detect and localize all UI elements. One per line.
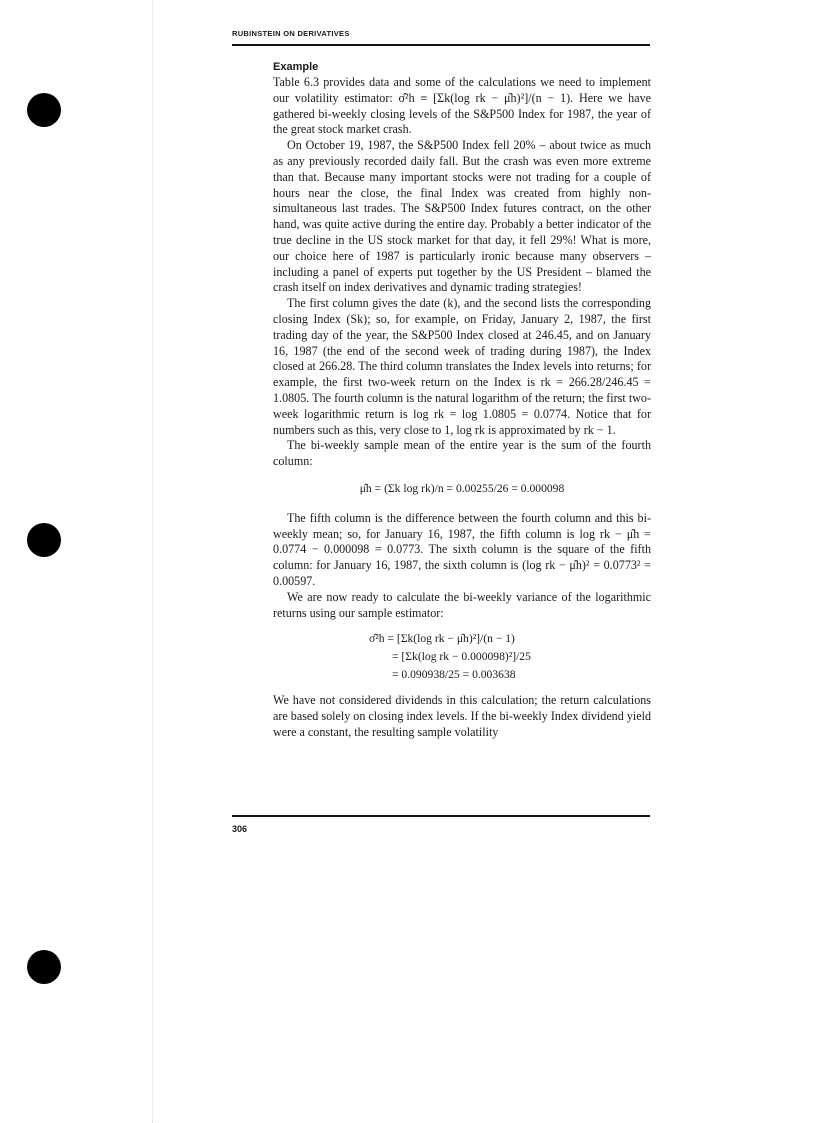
footer-rule — [232, 815, 650, 817]
page-body — [273, 60, 651, 741]
punch-hole — [27, 93, 61, 127]
page-number: 306 — [232, 824, 248, 834]
scan-fold-line — [152, 0, 153, 1123]
equation-line: σ̂²h = [Σk(log rk − μ̂h)²]/(n − 1) — [369, 632, 515, 646]
variance-equation — [369, 630, 651, 684]
mean-equation: μ̂h = (Σk log rk)/n = 0.00255/26 = 0.000098 — [359, 481, 565, 495]
punch-hole — [27, 523, 61, 557]
paragraph: The bi-weekly sample mean of the entire year is the sum of the fourth column: — [273, 438, 651, 469]
paragraph: We have not considered dividends in this calculation; the return calculations are based solely on closing index levels. If the bi-weekly Index dividend yield were a constant, the resulting sample volatility — [273, 693, 651, 739]
header-rule — [232, 44, 650, 46]
paragraph: On October 19, 1987, the S&P500 Index fell 20% – about twice as much as any previously recorded daily fall. But the crash was even more extreme than that. Because many important stocks were not trading for a couple of hours near the close, the final Index was created from highly non-simultaneous last trades. The S&P500 Index futures contract, on the other hand, was quite active during the entire day. Probably a better indicator of the true decline in the US stock market for that day, it fell 29%! What is more, our choice here of 1987 is particularly ironic because many observers – including a panel of experts put together by the US President – blamed the crash itself on index derivatives and dynamic trading strategies! — [273, 138, 651, 295]
paragraph: The first column gives the date (k), and the second lists the corresponding closing Index (Sk); so, for example, on Friday, January 2, 1987, the first trading day of the year, the S&P500 Index closed at 246.45, and on January 16, 1987 (the end of the second week of trading during 1987), the Index closed at 266.28. The third column translates the Index levels into returns; for example, the first two-week return on the Index is rk = 266.28/246.45 = 1.0805. The fourth column is the natural logarithm of the return; the first two-week logarithmic return is log rk = log 1.0805 = 0.0774. Notice that for numbers such as this, very close to 1, log rk is approximated by rk − 1. — [273, 296, 651, 437]
paragraph: The fifth column is the difference between the fourth column and this bi-weekly mean; so, for January 16, 1987, the fifth column is log rk − μ̂h = 0.0774 − 0.000098 = 0.0773. The sixth column is the square of the fifth column: for January 16, 1987, the sixth column is (log rk − μ̂h)² = 0.0773² = 0.00597. — [273, 510, 651, 588]
paragraph: We are now ready to calculate the bi-weekly variance of the logarithmic returns using our sample estimator: — [273, 589, 651, 620]
paragraph: Table 6.3 provides data and some of the calculations we need to implement our volatility estimator: σ̂²h ≡ [Σk(log rk − μ̂h)²]/(n − 1). Here we have gathered bi-weekly closing levels of the S&P500 Index for 1987, the year of the great stock market crash. — [273, 75, 651, 137]
equation-line: = [Σk(log rk − 0.000098)²]/25 — [392, 650, 531, 664]
equation-line: = 0.090938/25 = 0.003638 — [392, 668, 516, 682]
section-heading: Example — [273, 61, 319, 73]
punch-hole — [27, 950, 61, 984]
running-head: RUBINSTEIN ON DERIVATIVES — [232, 29, 350, 38]
